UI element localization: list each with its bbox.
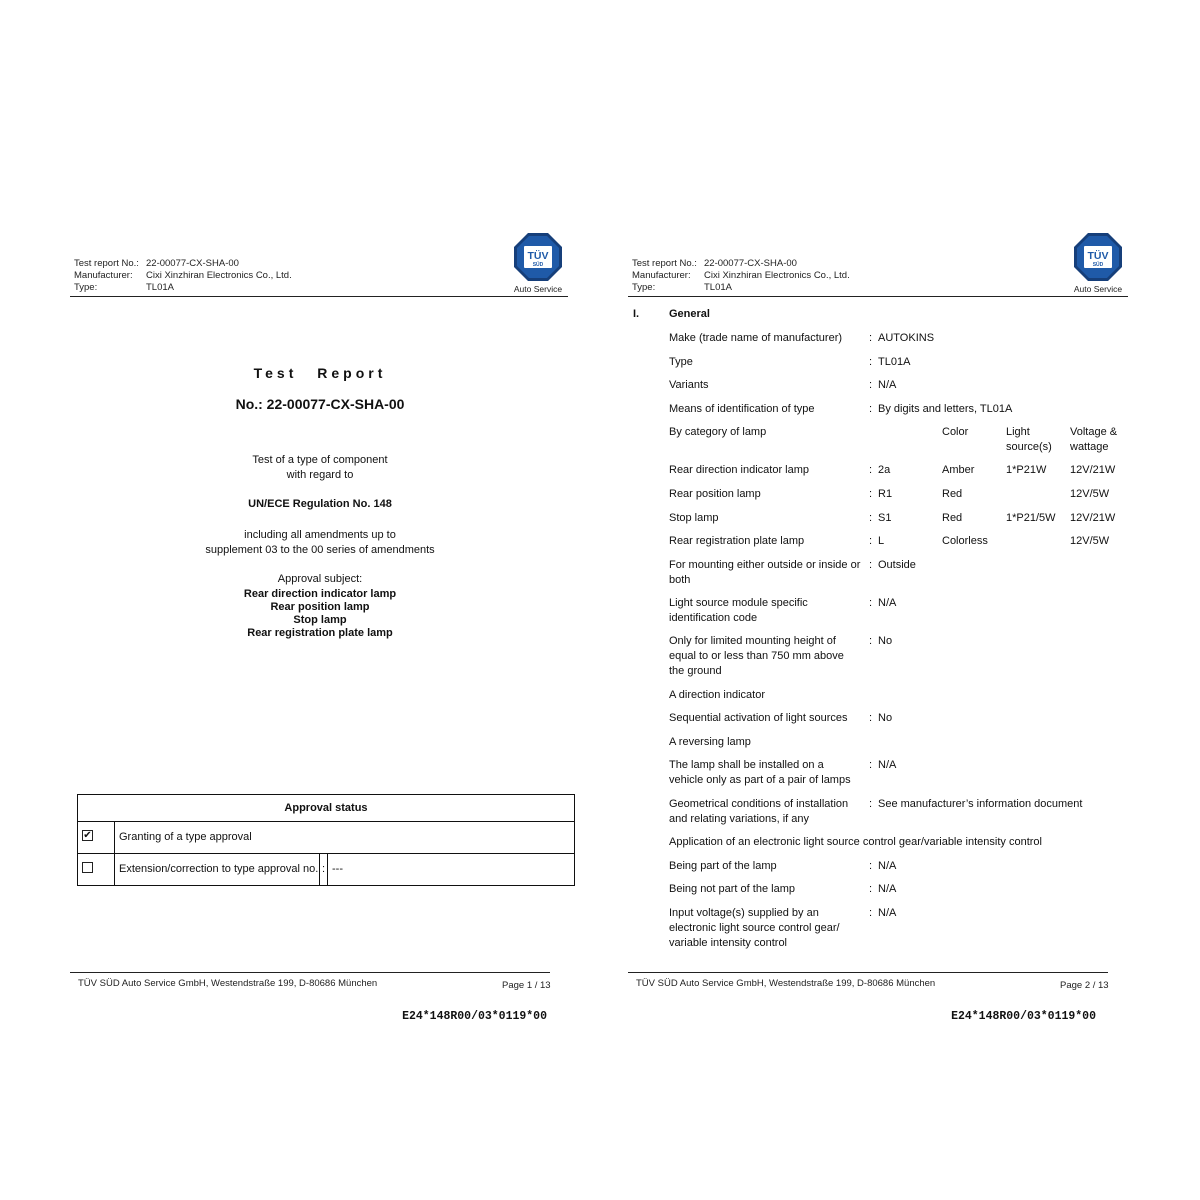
- sequential-label: Sequential activation of light sources: [669, 712, 848, 724]
- type-label: Type:: [632, 282, 656, 293]
- lamp-category: L: [878, 535, 885, 547]
- light-source-column-header: [1006, 425, 1052, 455]
- label-line: equal to or less than 750 mm above: [669, 650, 844, 662]
- label-line: Geometrical conditions of installation: [669, 798, 849, 810]
- lamp-voltage: 12V/21W: [1070, 464, 1116, 476]
- granting-checkbox[interactable]: ✔: [83, 830, 92, 841]
- footer-address: TÜV SÜD Auto Service GmbH, Westendstraße 199, D-80686 München: [78, 978, 378, 989]
- lamp-color: Colorless: [942, 535, 988, 547]
- colon: :: [869, 712, 873, 724]
- type-label: Type:: [74, 282, 98, 293]
- colon: :: [869, 535, 873, 547]
- logo-caption: Auto Service: [513, 284, 563, 294]
- header-line: source(s): [1006, 441, 1052, 453]
- not-part-of-lamp-label: Being not part of the lamp: [669, 883, 795, 895]
- header-line: Light: [1006, 426, 1030, 438]
- section-number: I.: [633, 308, 640, 320]
- approval-subject-label: Approval subject:: [277, 573, 363, 585]
- tuv-logo: [508, 232, 568, 294]
- report-no-label: Test report No.:: [74, 258, 139, 269]
- lamp-voltage: 12V/5W: [1070, 488, 1110, 500]
- colon: :: [869, 759, 873, 771]
- manufacturer-value: Cixi Xinzhiran Electronics Co., Ltd.: [704, 270, 850, 281]
- extension-colon: :: [319, 854, 328, 885]
- label-line: Input voltage(s) supplied by an: [669, 907, 819, 919]
- regulation-title: UN/ECE Regulation No. 148: [248, 498, 392, 510]
- colon: :: [869, 883, 873, 895]
- page-header: [74, 258, 292, 294]
- label-line: For mounting either outside or inside or: [669, 559, 861, 571]
- approval-code: E24*148R00/03*0119*00: [402, 1010, 547, 1023]
- colon: :: [869, 860, 873, 872]
- mounting-value: Outside: [878, 559, 916, 571]
- report-no-label: Test report No.:: [632, 258, 697, 269]
- label-line: both: [669, 574, 691, 586]
- lamp-source: 1*P21W: [1006, 464, 1047, 476]
- report-number: No.: 22-00077-CX-SHA-00: [235, 396, 405, 412]
- label-line: variable intensity control: [669, 937, 788, 949]
- colon: :: [869, 559, 873, 571]
- amend-line-2: supplement 03 to the 00 series of amendments: [205, 544, 435, 556]
- subject-item: Rear registration plate lamp: [247, 627, 393, 639]
- lamp-voltage: 12V/5W: [1070, 535, 1110, 547]
- lamp-category: S1: [878, 512, 892, 524]
- colon: :: [869, 332, 873, 344]
- type-value: TL01A: [146, 282, 174, 293]
- report-page-1: [70, 0, 630, 1200]
- lamp-color: Red: [942, 488, 963, 500]
- amendments-text: [70, 528, 570, 558]
- colon: :: [869, 512, 873, 524]
- type-field-value: TL01A: [878, 356, 911, 368]
- svg-text:SÜD: SÜD: [1092, 262, 1104, 268]
- granting-row: [78, 822, 574, 854]
- limited-height-value: No: [878, 635, 893, 647]
- label-line: Light source module specific: [669, 597, 808, 609]
- means-value: By digits and letters, TL01A: [878, 403, 1013, 415]
- mounting-label: [669, 558, 860, 588]
- approval-code: E24*148R00/03*0119*00: [951, 1010, 1096, 1023]
- extension-checkbox[interactable]: [82, 862, 93, 873]
- color-column-header: Color: [942, 426, 969, 438]
- pair-value: N/A: [878, 759, 897, 771]
- section-title: General: [669, 308, 710, 320]
- tuv-octagon-icon: [513, 232, 563, 282]
- extension-value: ---: [332, 863, 343, 875]
- tuv-logo: [1068, 232, 1128, 294]
- header-divider: [70, 296, 568, 297]
- page-number: Page 1 / 13: [502, 980, 551, 991]
- label-line: The lamp shall be installed on a: [669, 759, 824, 771]
- geometrical-label: [669, 797, 848, 827]
- variants-value: N/A: [878, 379, 897, 391]
- part-of-lamp-value: N/A: [878, 860, 897, 872]
- category-label: By category of lamp: [669, 426, 767, 438]
- label-line: Only for limited mounting height of: [669, 635, 836, 647]
- type-value: TL01A: [704, 282, 732, 293]
- module-value: N/A: [878, 597, 897, 609]
- means-label: Means of identification of type: [669, 403, 815, 415]
- colon: :: [869, 403, 873, 415]
- footer-divider: [70, 972, 550, 973]
- extension-label: Extension/correction to type approval no.: [119, 863, 319, 875]
- subject-item: Rear direction indicator lamp: [243, 588, 397, 600]
- page-number: Page 2 / 13: [1060, 980, 1109, 991]
- direction-indicator-heading: A direction indicator: [669, 689, 765, 701]
- label-line: electronic light source control gear/: [669, 922, 840, 934]
- label-line: the ground: [669, 665, 722, 677]
- svg-text:TÜV: TÜV: [1087, 250, 1109, 262]
- logo-caption: Auto Service: [1073, 284, 1123, 294]
- type-field-label: Type: [669, 356, 693, 368]
- colon: :: [869, 798, 873, 810]
- lamp-name: Rear registration plate lamp: [669, 535, 805, 547]
- amend-line-1: including all amendments up to: [244, 529, 396, 541]
- report-no-value: 22-00077-CX-SHA-00: [146, 258, 239, 269]
- tuv-octagon-icon: [1073, 232, 1123, 282]
- lamp-name: Stop lamp: [669, 512, 719, 524]
- label-line: and relating variations, if any: [669, 813, 810, 825]
- subject-item: Rear position lamp: [270, 601, 370, 613]
- colon: :: [869, 907, 873, 919]
- footer-address: TÜV SÜD Auto Service GmbH, Westendstraße 199, D-80686 München: [636, 978, 936, 989]
- intro-line-2: with regard to: [286, 469, 354, 481]
- lamp-color: Red: [942, 512, 963, 524]
- label-line: identification code: [669, 612, 758, 624]
- lamp-voltage: 12V/21W: [1070, 512, 1116, 524]
- part-of-lamp-label: Being part of the lamp: [669, 860, 777, 872]
- colon: :: [869, 635, 873, 647]
- make-value: AUTOKINS: [878, 332, 935, 344]
- manufacturer-label: Manufacturer:: [632, 270, 691, 281]
- application-heading: Application of an electronic light source control gear/variable intensity control: [669, 836, 1042, 848]
- lamp-name: Rear position lamp: [669, 488, 761, 500]
- limited-height-label: [669, 634, 844, 679]
- intro-text: [70, 453, 570, 483]
- intro-line-1: Test of a type of component: [252, 454, 388, 466]
- header-divider: [628, 296, 1128, 297]
- colon: :: [869, 597, 873, 609]
- header-line: Voltage &: [1070, 426, 1118, 438]
- page-title: Test Report: [253, 365, 387, 381]
- colon: :: [869, 379, 873, 391]
- report-no-value: 22-00077-CX-SHA-00: [704, 258, 797, 269]
- lamp-category: 2a: [878, 464, 891, 476]
- manufacturer-label: Manufacturer:: [74, 270, 133, 281]
- label-line: vehicle only as part of a pair of lamps: [669, 774, 851, 786]
- lamp-name: Rear direction indicator lamp: [669, 464, 810, 476]
- report-page-2: [628, 0, 1188, 1200]
- approval-status-heading: Approval status: [78, 795, 574, 822]
- voltage-column-header: [1070, 425, 1117, 455]
- colon: :: [869, 488, 873, 500]
- make-label: Make (trade name of manufacturer): [669, 332, 843, 344]
- page-header: [632, 258, 850, 294]
- approval-status-table: [77, 794, 575, 886]
- colon: :: [869, 464, 873, 476]
- input-voltage-label: [669, 906, 840, 951]
- geometrical-value: See manufacturer’s information document: [878, 798, 1083, 810]
- approval-subject-list: [70, 588, 570, 640]
- svg-text:TÜV: TÜV: [527, 250, 549, 262]
- subject-item: Stop lamp: [293, 614, 347, 626]
- lamp-source: 1*P21/5W: [1006, 512, 1056, 524]
- reversing-lamp-heading: A reversing lamp: [669, 736, 751, 748]
- input-voltage-value: N/A: [878, 907, 897, 919]
- footer-divider: [628, 972, 1108, 973]
- module-label: [669, 596, 808, 626]
- not-part-of-lamp-value: N/A: [878, 883, 897, 895]
- extension-row: [78, 854, 574, 885]
- manufacturer-value: Cixi Xinzhiran Electronics Co., Ltd.: [146, 270, 292, 281]
- header-line: wattage: [1070, 441, 1109, 453]
- sequential-value: No: [878, 712, 893, 724]
- svg-text:SÜD: SÜD: [532, 262, 544, 268]
- lamp-category: R1: [878, 488, 893, 500]
- colon: :: [869, 356, 873, 368]
- variants-label: Variants: [669, 379, 709, 391]
- lamp-color: Amber: [942, 464, 975, 476]
- granting-label: Granting of a type approval: [119, 831, 252, 843]
- pair-label: [669, 758, 851, 788]
